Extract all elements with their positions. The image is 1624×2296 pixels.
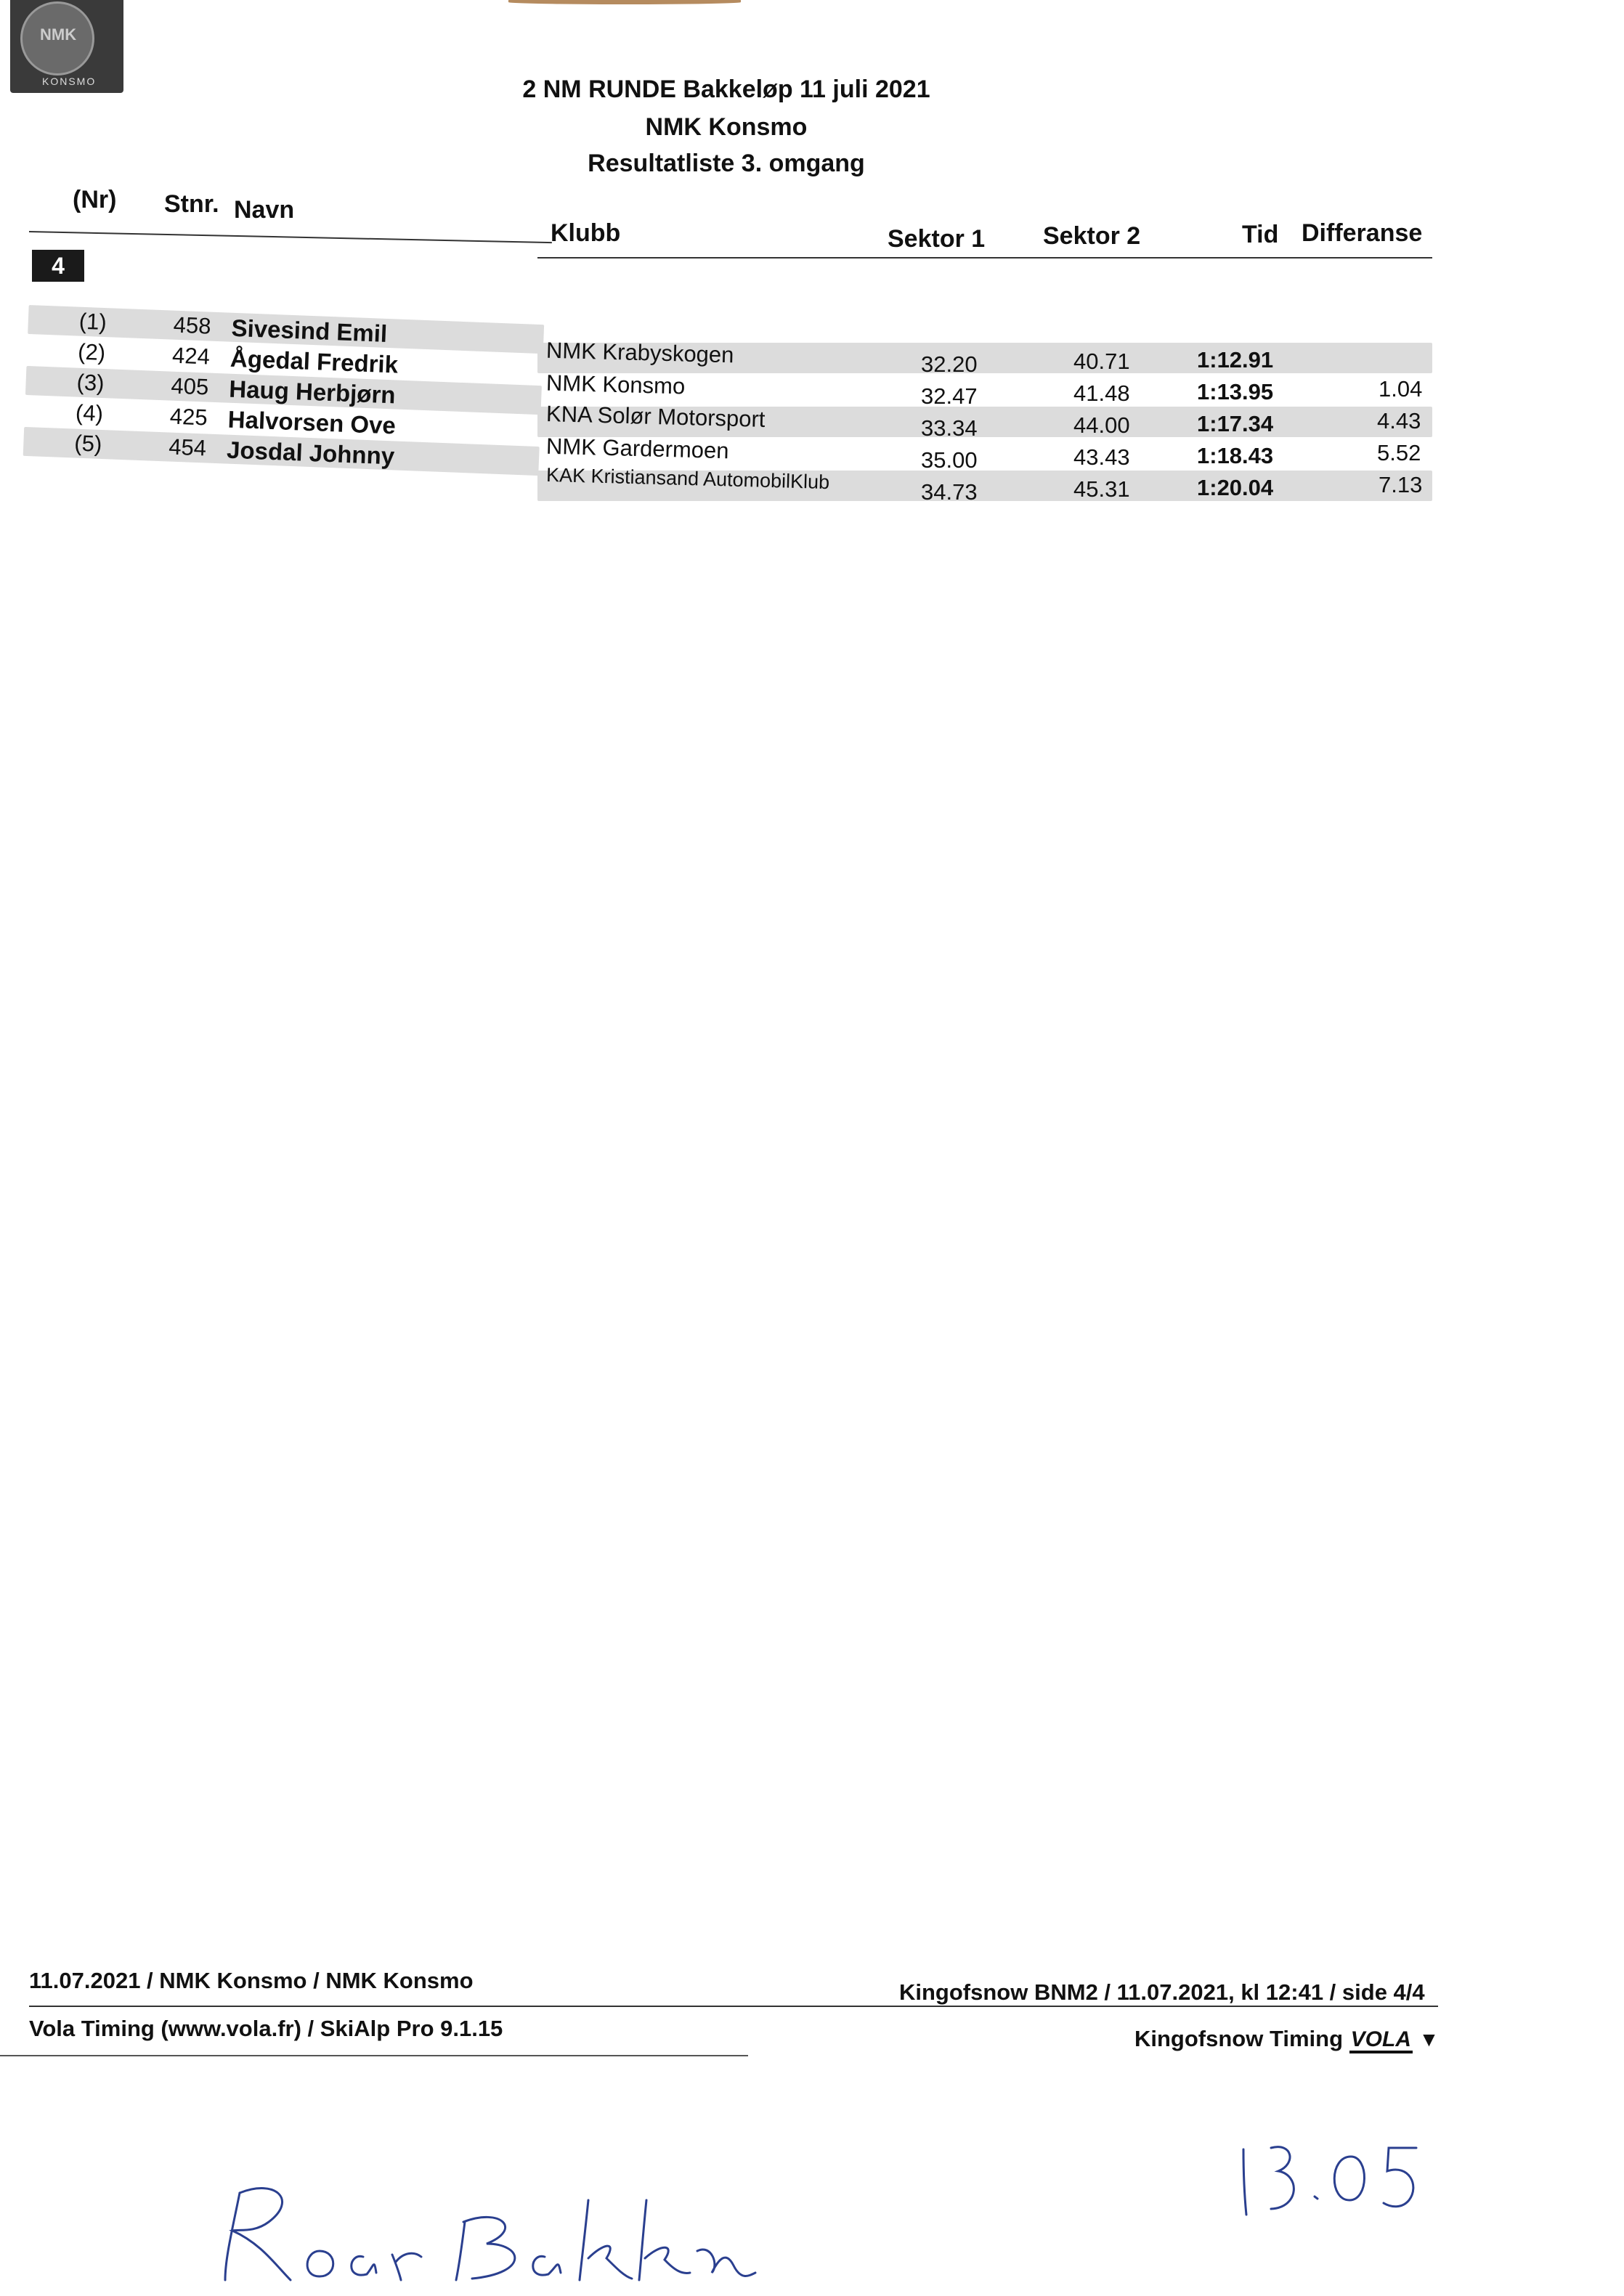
col-sektor2: Sektor 2 (1043, 222, 1141, 250)
vola-logo: VOLA (1349, 2029, 1413, 2053)
footer-race-info: Kingofsnow BNM2 / 11.07.2021, kl 12:41 / side 4/4 (899, 1979, 1425, 2005)
page-title: 2 NM RUNDE Bakkeløp 11 juli 2021 (522, 76, 930, 103)
handwritten-signature (211, 2171, 763, 2295)
col-klubb: Klubb (551, 219, 621, 247)
cell-klubb: KNA Solør Motorsport (545, 401, 766, 432)
results-left-block (23, 299, 551, 486)
vola-flag-icon: ▼ (1418, 2028, 1440, 2051)
cell-klubb: KAK Kristiansand AutomobilKlub (545, 463, 830, 494)
cell-tid: 1:12.91 (1197, 347, 1274, 373)
footer-software: Vola Timing (www.vola.fr) / SkiAlp Pro 9.1.15 (29, 2016, 503, 2041)
col-sektor1: Sektor 1 (888, 225, 986, 253)
cell-stnr: 454 (168, 433, 207, 461)
cell-sektor2: 40.71 (1073, 349, 1130, 374)
footer-rule (29, 2006, 1438, 2007)
organizer-title: NMK Konsmo (645, 113, 808, 141)
cell-tid: 1:13.95 (1197, 379, 1274, 404)
column-header (0, 0, 1624, 290)
col-navn: Navn (234, 196, 295, 224)
header-rule-right (537, 257, 1432, 258)
cell-nr: (5) (73, 430, 102, 457)
cell-nr: (1) (78, 308, 107, 335)
cell-diff: 1.04 (1379, 376, 1423, 402)
logo-text: NMK (40, 25, 77, 44)
cell-sektor2: 41.48 (1073, 380, 1130, 406)
cell-sektor1: 32.47 (921, 383, 978, 409)
cell-nr: (4) (75, 399, 104, 427)
cell-klubb: NMK Gardermoen (545, 433, 729, 464)
cell-tid: 1:18.43 (1197, 443, 1274, 468)
cell-diff: 7.13 (1379, 472, 1423, 497)
cell-nr: (2) (77, 338, 106, 366)
cell-navn: Haug Herbjørn (228, 375, 397, 409)
footer-date-organizer: 11.07.2021 / NMK Konsmo / NMK Konsmo (29, 1968, 474, 1993)
col-tid: Tid (1242, 221, 1279, 248)
cell-navn: Ågedal Fredrik (230, 344, 399, 378)
logo-subtext: KONSMO (42, 76, 97, 87)
cell-sektor1: 34.73 (921, 479, 978, 505)
col-differanse: Differanse (1302, 219, 1423, 247)
cell-klubb: NMK Krabyskogen (545, 337, 734, 368)
footer-timing-label: Kingofsnow Timing (1134, 2026, 1344, 2051)
header-rule-left (29, 231, 552, 243)
cell-stnr: 425 (169, 403, 208, 431)
cell-tid: 1:17.34 (1197, 411, 1274, 436)
list-title: Resultatliste 3. omgang (588, 150, 865, 177)
cell-nr: (3) (76, 369, 105, 396)
cell-sektor2: 45.31 (1073, 476, 1130, 502)
cell-sektor1: 33.34 (921, 415, 978, 441)
cell-diff: 5.52 (1377, 440, 1421, 465)
col-nr: (Nr) (73, 186, 117, 213)
cell-stnr: 424 (171, 342, 211, 370)
footer-rule-lower (0, 2055, 748, 2056)
cell-tid: 1:20.04 (1197, 475, 1274, 500)
group-badge: 4 (32, 250, 84, 282)
cell-navn: Josdal Johnny (226, 436, 395, 470)
cell-diff: 4.43 (1377, 408, 1421, 433)
cell-stnr: 405 (170, 373, 209, 400)
cell-stnr: 458 (173, 312, 212, 339)
cell-navn: Sivesind Emil (230, 314, 388, 347)
handwritten-note (1227, 2128, 1431, 2229)
results-right-block (537, 337, 1438, 514)
cell-sektor1: 35.00 (921, 447, 978, 473)
cell-sektor2: 43.43 (1073, 444, 1130, 470)
cell-klubb: NMK Konsmo (545, 370, 686, 399)
col-stnr: Stnr. (164, 190, 219, 218)
cell-sektor2: 44.00 (1073, 412, 1130, 438)
footer-timing (1134, 2026, 1439, 2053)
cell-navn: Halvorsen Ove (227, 405, 397, 439)
cell-sektor1: 32.20 (921, 351, 978, 377)
